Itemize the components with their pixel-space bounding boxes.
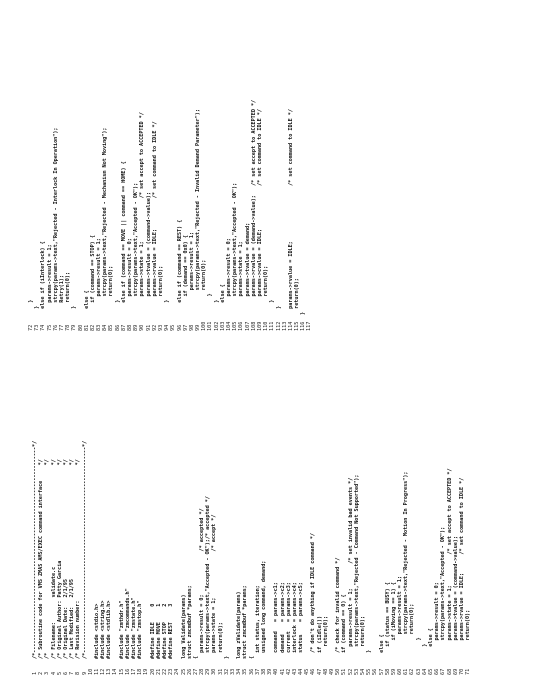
- code-text: params->cvalue = IDLE; /* set command to IDLE */: [256, 109, 263, 315]
- code-text: params->state = 1; /* accept */: [211, 514, 218, 659]
- line-number: 29: [205, 668, 212, 675]
- line-number: 76: [52, 324, 59, 331]
- line-number: 4: [50, 671, 57, 675]
- code-text: }: [71, 305, 78, 315]
- code-text: strcpy(params->text,"Rejected - Command Not Supported");: [353, 474, 360, 659]
- code-text: return(0);: [294, 278, 301, 315]
- line-number: 117: [306, 321, 313, 331]
- line-number: 37: [254, 668, 261, 675]
- line-number: 84: [102, 324, 109, 331]
- code-text: else if (command == MOVE || command == HOME) {: [120, 161, 127, 315]
- line-number: 90: [139, 324, 146, 331]
- line-number: 28: [199, 668, 206, 675]
- code-text: strcpy(params->text,"Accepted - OK");/* accepted */: [205, 496, 212, 659]
- code-text: /* Filename: validate.c */: [50, 459, 57, 659]
- code-text: /* Revision number: */: [75, 459, 82, 659]
- code-text: return(0);: [65, 271, 72, 315]
- code-text: else if (command == REST) {: [176, 219, 183, 315]
- line-number: 67: [440, 668, 447, 675]
- line-number: 74: [40, 324, 47, 331]
- code-text: {: [248, 655, 255, 659]
- code-text: return(0);: [359, 615, 366, 659]
- line-number: 17: [131, 668, 137, 675]
- line-number: 107: [244, 321, 251, 331]
- line-number: 93: [157, 324, 164, 331]
- line-number: 85: [108, 324, 115, 331]
- line-number: 55: [366, 668, 373, 675]
- line-number: 78: [65, 324, 72, 331]
- code-text: params->result = 0;: [434, 582, 441, 659]
- line-number: 48: [322, 668, 329, 675]
- code-text: strcpy(params->text,"Rejected - Interlock In Operation");: [52, 127, 59, 315]
- line-number: 18: [137, 668, 144, 675]
- line-number: 106: [238, 321, 245, 331]
- code-text: return(0);: [108, 265, 115, 315]
- code-text: struct zmcmdbuf *params;: [186, 585, 193, 659]
- line-number: 12: [100, 668, 107, 675]
- line-number: 16: [124, 668, 131, 675]
- line-number: 22: [161, 668, 168, 675]
- line-number: 65: [428, 668, 434, 675]
- line-number: 108: [250, 321, 257, 331]
- line-number: 82: [89, 324, 96, 331]
- code-text: }: [300, 311, 307, 315]
- code-text: demand = params->c2;: [279, 582, 286, 659]
- line-number: 116: [300, 321, 307, 331]
- code-text: else {: [83, 290, 90, 315]
- code-text: if (iMoving == 1) {: [390, 582, 397, 659]
- code-text: params->tvalue = (command->value);: [145, 192, 152, 315]
- code-text: params->result = 0;: [226, 238, 232, 315]
- code-text: params->state = 1; /* set accept to ACCEPTED */: [446, 468, 453, 659]
- line-number: 68: [446, 668, 453, 675]
- line-number: 23: [168, 668, 175, 675]
- code-text: #define STOP 2: [161, 603, 168, 659]
- line-number: 54: [359, 668, 366, 675]
- code-text: params->result = 0; /* accepted */: [199, 508, 206, 659]
- code-text: strcpy(params->text,"Rejected - Mechanism Not Moving");: [102, 127, 109, 315]
- code-line: [82, 441, 88, 675]
- line-number: 110: [263, 321, 270, 331]
- line-number: 111: [269, 321, 276, 331]
- code-text: return(0);: [322, 615, 329, 659]
- code-text: else {: [378, 634, 385, 659]
- line-number: 8: [75, 671, 82, 675]
- code-text: /*-------------------------------------------------------------------*/: [81, 440, 88, 659]
- code-text: }: [207, 293, 214, 315]
- code-text: return(0);: [409, 603, 416, 659]
- code-text: long Validate(params): [180, 594, 187, 659]
- line-number: 9: [81, 671, 88, 675]
- line-number: 71: [465, 668, 472, 675]
- code-column-left: [32, 441, 471, 675]
- code-text: return(0);: [217, 622, 224, 659]
- line-number: 101: [207, 321, 214, 331]
- line-number: 6: [62, 671, 69, 675]
- code-text: if (command == STOP) {: [89, 235, 96, 315]
- line-number: 102: [213, 321, 220, 331]
- line-number: 109: [256, 321, 263, 331]
- code-text: params->result = 1;: [397, 576, 404, 659]
- code-text: #define MOVE 1: [155, 603, 162, 659]
- line-number: 5: [56, 671, 63, 675]
- code-text: #include "zmthdr.h": [118, 600, 125, 659]
- code-text: if (iIdle()): [316, 615, 323, 659]
- code-text: long zValidate(params): [236, 591, 243, 659]
- code-text: else {: [428, 628, 434, 659]
- line-number: 33: [230, 668, 236, 675]
- line-number: 15: [118, 668, 125, 675]
- line-number: 56: [372, 668, 379, 675]
- code-text: return(0);: [201, 259, 208, 315]
- line-number: 66: [434, 668, 441, 675]
- line-number: 79: [71, 324, 78, 331]
- code-text: params->state = 1;: [238, 241, 245, 315]
- line-number: 45: [304, 668, 311, 675]
- line-number: 63: [415, 668, 422, 675]
- line-number: 20: [149, 668, 156, 675]
- line-number: 94: [164, 324, 171, 331]
- line-number: 113: [281, 321, 288, 331]
- code-line: [306, 100, 312, 331]
- code-text: }: [275, 305, 282, 315]
- code-text: }: [223, 655, 230, 659]
- line-number: 59: [390, 668, 397, 675]
- code-text: /* Subroutine code for VMS ZMAS AMS/EXEC command interface */: [38, 459, 45, 659]
- line-number: 42: [285, 668, 292, 675]
- code-text: params->state = 1; /* set accept to ACCEPTED */: [139, 112, 146, 315]
- line-number: 99: [195, 324, 202, 331]
- code-text: if (status == BUSY) {: [384, 582, 391, 659]
- code-text: }: [164, 299, 171, 315]
- code-text: if (command == 0) {: [341, 594, 348, 659]
- code-text: else {: [219, 284, 226, 315]
- code-text: /*-------------------------------------------------------------------*/: [32, 440, 38, 659]
- line-number: 86: [114, 324, 121, 331]
- code-text: params->rvalue = IDLE; /* set command to IDLE */: [151, 121, 158, 315]
- line-number: 25: [180, 668, 187, 675]
- line-number: 80: [77, 324, 84, 331]
- line-number: 35: [242, 668, 249, 675]
- code-text: /* don't do anything if IDLE command */: [310, 533, 317, 659]
- line-number: 115: [294, 321, 301, 331]
- code-text: params->tvalue = demand;: [244, 222, 251, 315]
- line-number: 13: [106, 668, 113, 675]
- line-number: 69: [452, 668, 459, 675]
- code-text: }: [421, 643, 428, 659]
- code-text: return(0);: [263, 265, 270, 315]
- line-number: 19: [143, 668, 150, 675]
- line-number: 7: [69, 671, 76, 675]
- line-number: 72: [28, 324, 34, 331]
- line-number: 1: [32, 671, 38, 675]
- code-text: params->rvalue = IDLE; /* set command to IDLE */: [458, 477, 465, 659]
- line-number: 89: [133, 324, 140, 331]
- line-number: 58: [384, 668, 391, 675]
- code-text: }: [269, 299, 276, 315]
- line-number: 98: [188, 324, 195, 331]
- code-text: #include <stdlib.h>: [106, 600, 113, 659]
- code-text: return(0);: [465, 609, 472, 659]
- code-column-right: [28, 100, 313, 331]
- code-text: params->result = 0;: [127, 238, 133, 315]
- code-text: params->tvalue = (command->value);: [452, 536, 459, 659]
- line-number: 61: [403, 668, 410, 675]
- line-number: 88: [127, 324, 133, 331]
- line-number: 26: [186, 668, 193, 675]
- line-number: 14: [112, 668, 119, 675]
- line-number: 50: [335, 668, 342, 675]
- line-number: 47: [316, 668, 323, 675]
- line-number: 77: [58, 324, 65, 331]
- line-number: 46: [310, 668, 317, 675]
- line-number: 53: [353, 668, 360, 675]
- code-text: interlock = params->c4;: [291, 582, 298, 659]
- line-number: 30: [211, 668, 218, 675]
- code-text: }: [366, 649, 373, 659]
- code-text: #define REST 3: [168, 603, 175, 659]
- code-text: params->result = 1;: [46, 244, 53, 315]
- code-text: struct zmcmdbuf *params;: [242, 585, 249, 659]
- line-number: 34: [236, 668, 243, 675]
- line-number: 87: [120, 324, 127, 331]
- code-text: return(0);: [157, 265, 164, 315]
- code-text: #include "zmstop.h": [137, 600, 144, 659]
- code-text: {: [192, 655, 199, 659]
- code-text: #include <stdio.h>: [93, 603, 100, 659]
- line-number: 75: [46, 324, 53, 331]
- line-number: 91: [145, 324, 152, 331]
- line-number: 31: [217, 668, 224, 675]
- code-text: /* Original Author: Patty Garcia */: [56, 459, 63, 659]
- code-line: [465, 441, 471, 675]
- line-number: 41: [279, 668, 286, 675]
- code-text: params->result = 1;: [188, 232, 195, 315]
- line-number: 36: [248, 668, 255, 675]
- line-number: 83: [96, 324, 103, 331]
- line-number: 104: [226, 321, 232, 331]
- line-number: 114: [287, 321, 294, 331]
- code-text: #define IDLE 0: [149, 603, 156, 659]
- code-text: /* Original Date: 2/1/95 */: [62, 459, 69, 659]
- line-number: 97: [182, 324, 189, 331]
- line-number: 95: [170, 324, 177, 331]
- code-text: if (demand == 0x0) {: [182, 235, 189, 315]
- code-text: }: [415, 637, 422, 659]
- line-number: 3: [44, 671, 51, 675]
- line-number: 60: [397, 668, 404, 675]
- code-text: params->result = 1; /* set invalid bad events */: [347, 477, 354, 659]
- line-number: 73: [34, 324, 41, 331]
- line-number: 103: [219, 321, 226, 331]
- code-text: strcpy(params->text,"Accepted - OK");: [440, 526, 447, 659]
- code-text: }: [213, 299, 220, 315]
- line-number: 70: [458, 668, 465, 675]
- code-text: }: [28, 299, 34, 315]
- code-text: #include "zmstate.h": [131, 597, 137, 659]
- code-text: command = params->c1;: [273, 582, 280, 659]
- code-text: strcpy(params->text,"Rejected - Motion In Progress");: [403, 471, 410, 659]
- code-text: unsigned long command, demand;: [260, 560, 267, 659]
- line-number: 39: [267, 668, 274, 675]
- code-text: /* Last Modified: 2/1/95 */: [69, 459, 76, 659]
- line-number: 40: [273, 668, 280, 675]
- code-text: #include "zmcommands.h": [124, 588, 131, 659]
- code-text: strcpy(params->text,"Accepted - OK");: [133, 182, 140, 315]
- line-number: 62: [409, 668, 416, 675]
- code-text: params->result = 1;: [96, 238, 103, 315]
- line-number: 38: [260, 668, 267, 675]
- line-number: 57: [378, 668, 385, 675]
- code-text: int status, iteration;: [254, 585, 261, 659]
- code-text: current = params->c3;: [285, 582, 292, 659]
- line-number: 32: [223, 668, 230, 675]
- code-text: status = params->c5;: [298, 582, 305, 659]
- line-number: 51: [341, 668, 348, 675]
- line-number: 100: [201, 321, 208, 331]
- line-number: 52: [347, 668, 354, 675]
- line-number: 11: [93, 668, 100, 675]
- line-number: 27: [192, 668, 199, 675]
- code-text: /* */: [44, 459, 51, 659]
- line-number: 21: [155, 668, 162, 675]
- code-text: }: [114, 299, 121, 315]
- code-text: /* check for invalid command */: [335, 557, 342, 659]
- code-text: else if (iInterlock) {: [40, 241, 47, 315]
- code-text: Retry(1);: [58, 275, 65, 315]
- line-number: 92: [151, 324, 158, 331]
- line-number: 64: [421, 668, 428, 675]
- line-number: 105: [232, 321, 239, 331]
- line-number: 24: [174, 668, 181, 675]
- line-number: 10: [87, 668, 94, 675]
- code-text: params->rvalue = IDLE; /* set command to IDLE */: [287, 109, 294, 315]
- code-text: strcpy(params->text,"Rejected - Invalid Demand Parameter");: [195, 109, 202, 315]
- line-number: 2: [38, 671, 45, 675]
- code-text: #include <string.h>: [100, 600, 107, 659]
- code-text: strcpy(params->text,"Accepted - OK");: [232, 182, 239, 315]
- line-number: 81: [83, 324, 90, 331]
- line-number: 49: [329, 668, 335, 675]
- code-text: params->rvalue = (demand->value); /* set accept to ACCEPTED */: [250, 99, 257, 315]
- code-text: }: [34, 305, 41, 315]
- line-number: 43: [291, 668, 298, 675]
- line-number: 96: [176, 324, 183, 331]
- line-number: 112: [275, 321, 282, 331]
- line-number: 44: [298, 668, 305, 675]
